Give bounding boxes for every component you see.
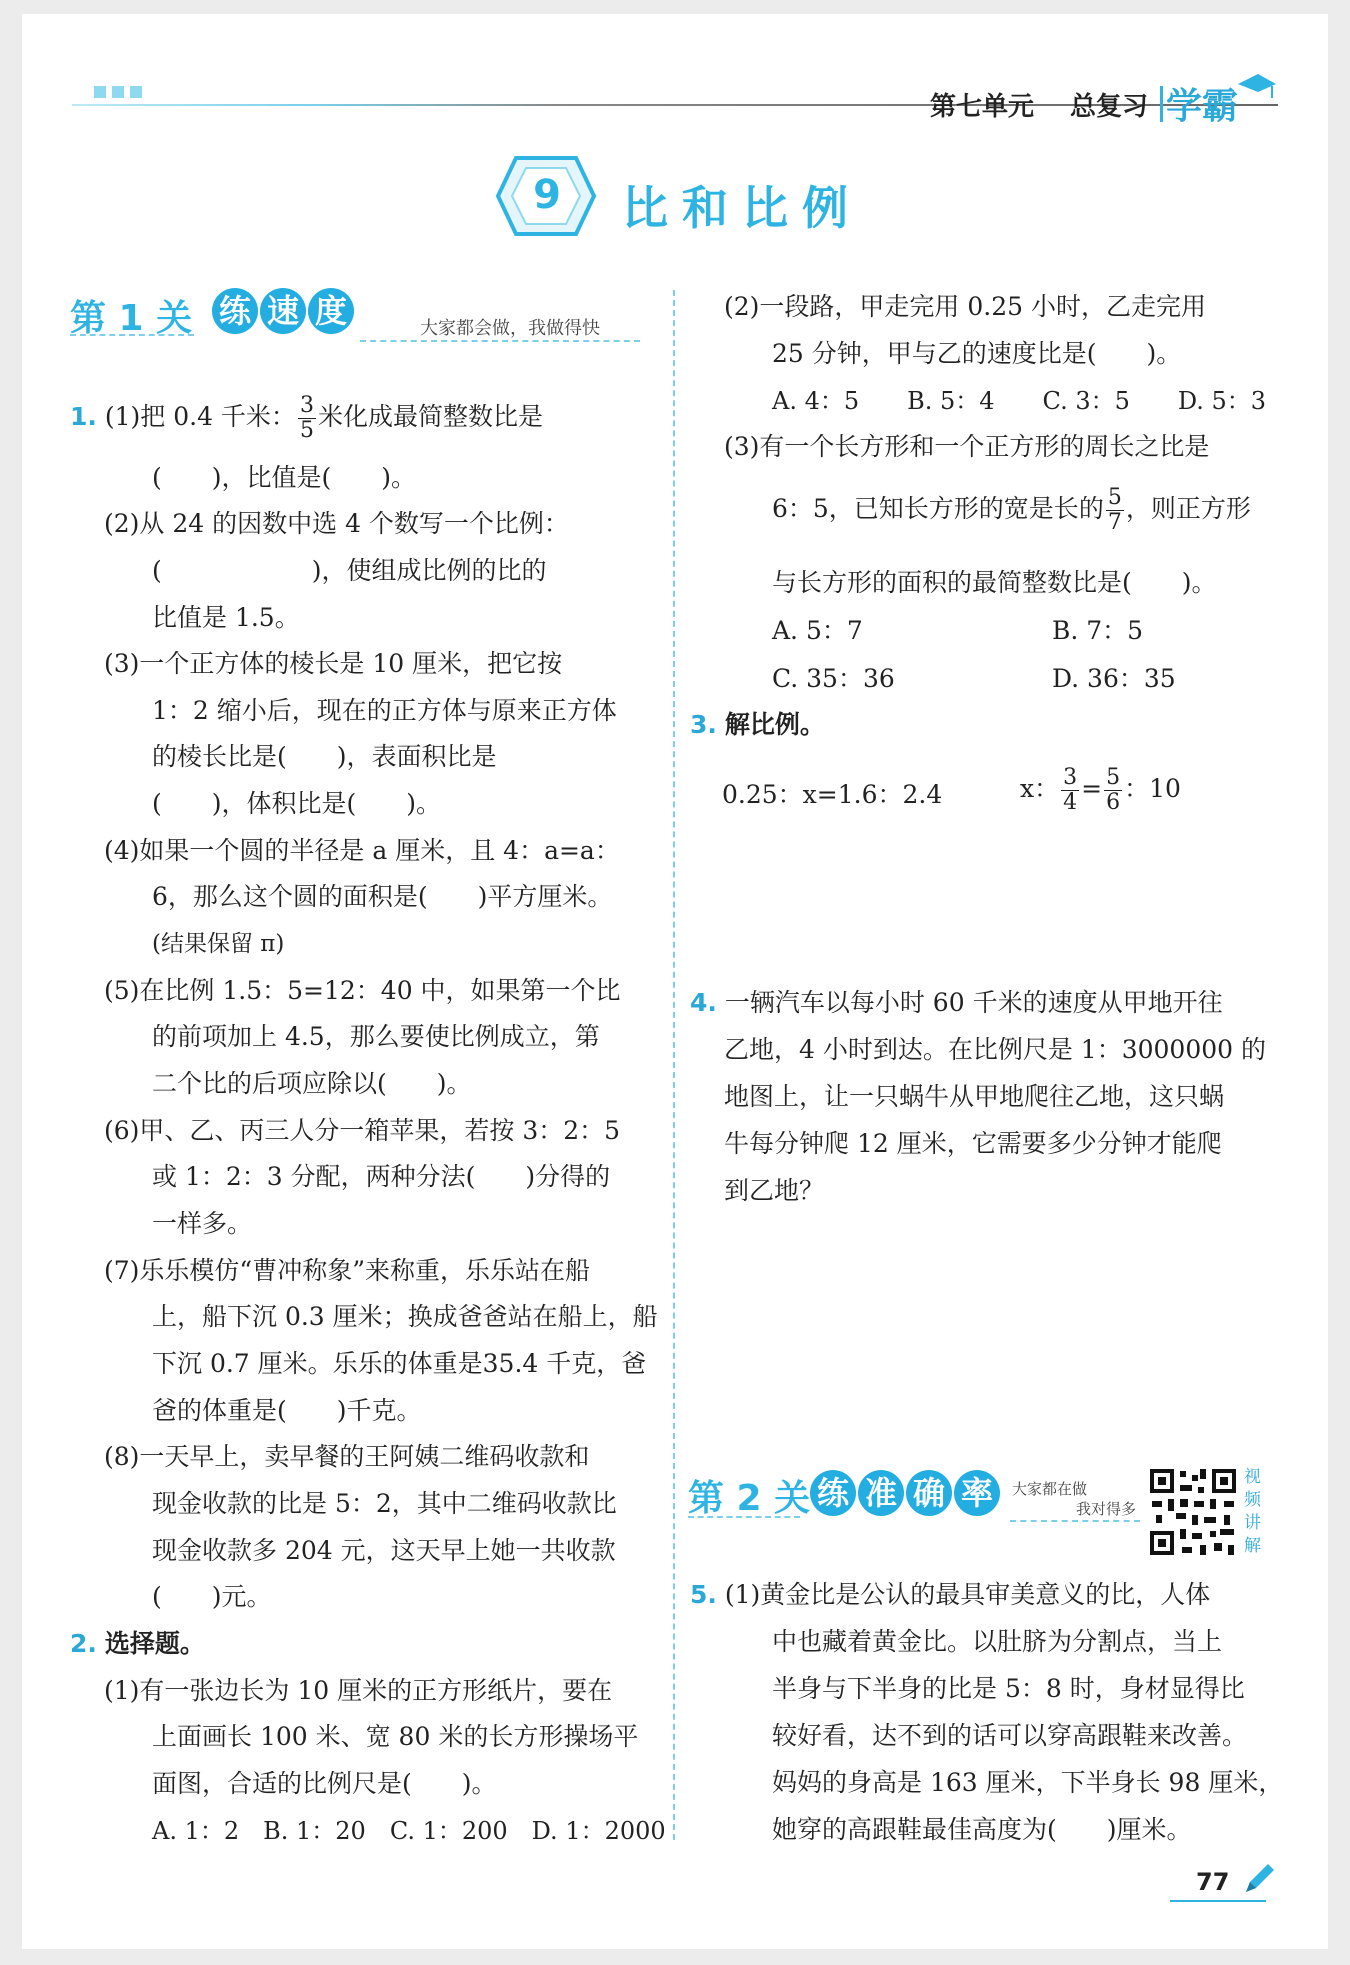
text-line: 25 分钟，甲与乙的速度比是( )。 xyxy=(772,339,1182,368)
header-square xyxy=(94,86,106,98)
text-line: 的前项加上 4.5，那么要使比例成立，第 xyxy=(152,1022,600,1051)
text-line: 二个比的后项应除以( )。 xyxy=(152,1069,472,1098)
header-section: 总复习 xyxy=(1070,92,1149,122)
question-1-line xyxy=(70,394,543,443)
text-line: 1：2 缩小后，现在的正方体与原来正方体 xyxy=(152,696,617,725)
text-line: 她穿的高跟鞋最佳高度为( )厘米。 xyxy=(772,1815,1192,1844)
text-line: 比值是 1.5。 xyxy=(152,603,300,632)
denominator: 6 xyxy=(1106,790,1121,815)
level2-bubble: 准 xyxy=(858,1470,904,1516)
graduation-cap-icon xyxy=(1236,70,1278,100)
text-line: ( )元。 xyxy=(152,1582,272,1611)
denominator: 5 xyxy=(299,418,314,443)
chapter-number: 9 xyxy=(533,172,561,218)
level1-motto-line xyxy=(360,340,640,342)
text-line: (3)有一个长方形和一个正方形的周长之比是 xyxy=(724,432,1210,461)
text-line: 现金收款的比是 5：2，其中二维码收款比 xyxy=(152,1489,617,1518)
question-number: 3. xyxy=(690,710,717,739)
question-2-heading xyxy=(70,1629,205,1659)
level2-motto: 我对得多 xyxy=(1076,1500,1137,1518)
text-line: 上，船下沉 0.3 厘米；换成爸爸站在船上，船 xyxy=(152,1302,658,1331)
text: 解比例。 xyxy=(724,710,825,739)
text: (1)把 0.4 千米： xyxy=(104,402,296,431)
level2-motto: 大家都在做 xyxy=(1012,1480,1088,1498)
level2-motto-line xyxy=(1010,1520,1140,1522)
level2-badge xyxy=(810,1470,1002,1516)
text-line: 上面画长 100 米、宽 80 米的长方形操场平 xyxy=(152,1722,639,1751)
choice-option: B. 7：5 xyxy=(1052,616,1144,645)
header-square xyxy=(112,86,124,98)
fraction xyxy=(1106,486,1124,535)
equation: 0.25：x=1.6：2.4 xyxy=(722,780,943,809)
text: 6：5，已知长方形的宽是长的 xyxy=(772,494,1104,523)
text-line: 一样多。 xyxy=(152,1209,253,1238)
choice-option: D. 36：35 xyxy=(1052,664,1176,693)
text-line: 地图上，让一只蜗牛从甲地爬往乙地，这只蜗 xyxy=(724,1082,1225,1111)
qr-code-icon[interactable] xyxy=(1148,1467,1238,1557)
text: (1)黄金比是公认的最具审美意义的比，人体 xyxy=(724,1580,1211,1609)
text-line: (3)一个正方体的棱长是 10 厘米，把它按 xyxy=(104,649,563,678)
question-3-heading xyxy=(690,710,825,740)
text-line: 6，那么这个圆的面积是( )平方厘米。 xyxy=(152,882,613,911)
text: x： xyxy=(1020,774,1060,803)
text-line: 面图，合适的比例尺是( )。 xyxy=(152,1769,497,1798)
level2-bubble: 确 xyxy=(906,1470,952,1516)
level2-label: 第 2 关 xyxy=(688,1478,811,1519)
fraction xyxy=(298,394,316,443)
text-line: ( )，体积比是( )。 xyxy=(152,789,442,818)
qr-label: 视频讲解 xyxy=(1244,1467,1261,1556)
text-line: (5)在比例 1.5：5=12：40 中，如果第一个比 xyxy=(104,976,621,1005)
text-line: 妈妈的身高是 163 厘米，下半身长 98 厘米， xyxy=(772,1768,1284,1797)
text-line: 的棱长比是( )，表面积比是 xyxy=(152,742,497,771)
pencil-icon xyxy=(1240,1862,1276,1898)
text: 米化成最简整数比是 xyxy=(317,402,543,431)
text-line xyxy=(772,486,1251,535)
text: 一辆汽车以每小时 60 千米的速度从甲地开往 xyxy=(724,988,1223,1017)
level2-underline xyxy=(688,1516,800,1518)
text-line: 与长方形的面积的最简整数比是( )。 xyxy=(772,568,1217,597)
text-line: 或 1：2：3 分配，两种分法( )分得的 xyxy=(152,1162,611,1191)
column-divider xyxy=(673,290,675,1840)
level1-bubble: 度 xyxy=(308,288,354,334)
brand-logo: 学霸 xyxy=(1166,86,1239,127)
text: ：10 xyxy=(1124,774,1181,803)
text-line: 爸的体重是( )千克。 xyxy=(152,1396,422,1425)
text-line: ( )，比值是( )。 xyxy=(152,463,417,492)
chapter-title: 比和比例 xyxy=(622,181,862,235)
text-line: ( )，使组成比例的比的 xyxy=(152,556,547,585)
text: 选择题。 xyxy=(104,1629,205,1658)
denominator: 4 xyxy=(1063,790,1078,815)
page-number: 77 xyxy=(1196,1868,1230,1896)
text-line: (1)有一张边长为 10 厘米的正方形纸片，要在 xyxy=(104,1676,613,1705)
level1-label: 第 1 关 xyxy=(70,298,193,339)
question-number: 2. xyxy=(70,1629,97,1658)
fraction xyxy=(1104,766,1122,815)
numerator: 3 xyxy=(1063,765,1078,790)
choice-option: C. 35：36 xyxy=(772,664,895,693)
question-number: 5. xyxy=(690,1580,717,1609)
fraction xyxy=(1061,766,1079,815)
text-line: (6)甲、乙、丙三人分一箱苹果，若按 3：2：5 xyxy=(104,1116,621,1145)
level2-bubble: 练 xyxy=(810,1470,856,1516)
brand-divider xyxy=(1160,86,1163,122)
choice-options: A. 1：2 B. 1：20 C. 1：200 D. 1：2000 xyxy=(152,1817,666,1845)
level1-bubble: 练 xyxy=(212,288,258,334)
choice-options: A. 4：5 B. 5：4 C. 3：5 D. 5：3 xyxy=(772,387,1267,415)
text-line: 牛每分钟爬 12 厘米，它需要多少分钟才能爬 xyxy=(724,1129,1222,1158)
level1-underline xyxy=(70,334,194,336)
text-line: (8)一天早上，卖早餐的王阿姨二维码收款和 xyxy=(104,1442,590,1471)
text-line: 中也藏着黄金比。以肚脐为分割点，当上 xyxy=(772,1627,1223,1656)
question-number: 1. xyxy=(70,402,97,431)
text-line: (4)如果一个圆的半径是 a 厘米，且 4：a=a： xyxy=(104,836,620,865)
text-line: (结果保留 π) xyxy=(152,931,285,957)
level1-bubble: 速 xyxy=(260,288,306,334)
header-unit: 第七单元 xyxy=(930,92,1035,122)
page-number-underline xyxy=(1170,1900,1266,1902)
text-line: 现金收款多 204 元，这天早上她一共收款 xyxy=(152,1536,616,1565)
text: = xyxy=(1081,774,1103,803)
numerator: 3 xyxy=(299,393,314,418)
choice-option: A. 5：7 xyxy=(772,616,863,645)
text-line: (2)一段路，甲走完用 0.25 小时，乙走完用 xyxy=(724,292,1206,321)
numerator: 5 xyxy=(1106,765,1121,790)
text-line: 下沉 0.7 厘米。乐乐的体重是35.4 千克，爸 xyxy=(152,1349,647,1378)
text-line: (7)乐乐模仿“曹冲称象”来称重，乐乐站在船 xyxy=(104,1256,590,1285)
question-4-line xyxy=(690,988,1223,1018)
equation xyxy=(1020,766,1181,815)
question-5-line xyxy=(690,1580,1210,1610)
text: ，则正方形 xyxy=(1125,494,1251,523)
text-line: 到乙地？ xyxy=(724,1176,825,1205)
text-line: (2)从 24 的因数中选 4 个数写一个比例： xyxy=(104,509,569,538)
text-line: 乙地，4 小时到达。在比例尺是 1：3000000 的 xyxy=(724,1035,1266,1064)
text-line: 较好看，达不到的话可以穿高跟鞋来改善。 xyxy=(772,1721,1248,1750)
text-line: 半身与下半身的比是 5：8 时，身材显得比 xyxy=(772,1674,1245,1703)
question-number: 4. xyxy=(690,988,717,1017)
level2-bubble: 率 xyxy=(954,1470,1000,1516)
denominator: 7 xyxy=(1107,510,1122,535)
numerator: 5 xyxy=(1107,485,1122,510)
level1-badge xyxy=(212,288,356,334)
level1-motto: 大家都会做，我做得快 xyxy=(420,318,600,339)
header-square xyxy=(130,86,142,98)
